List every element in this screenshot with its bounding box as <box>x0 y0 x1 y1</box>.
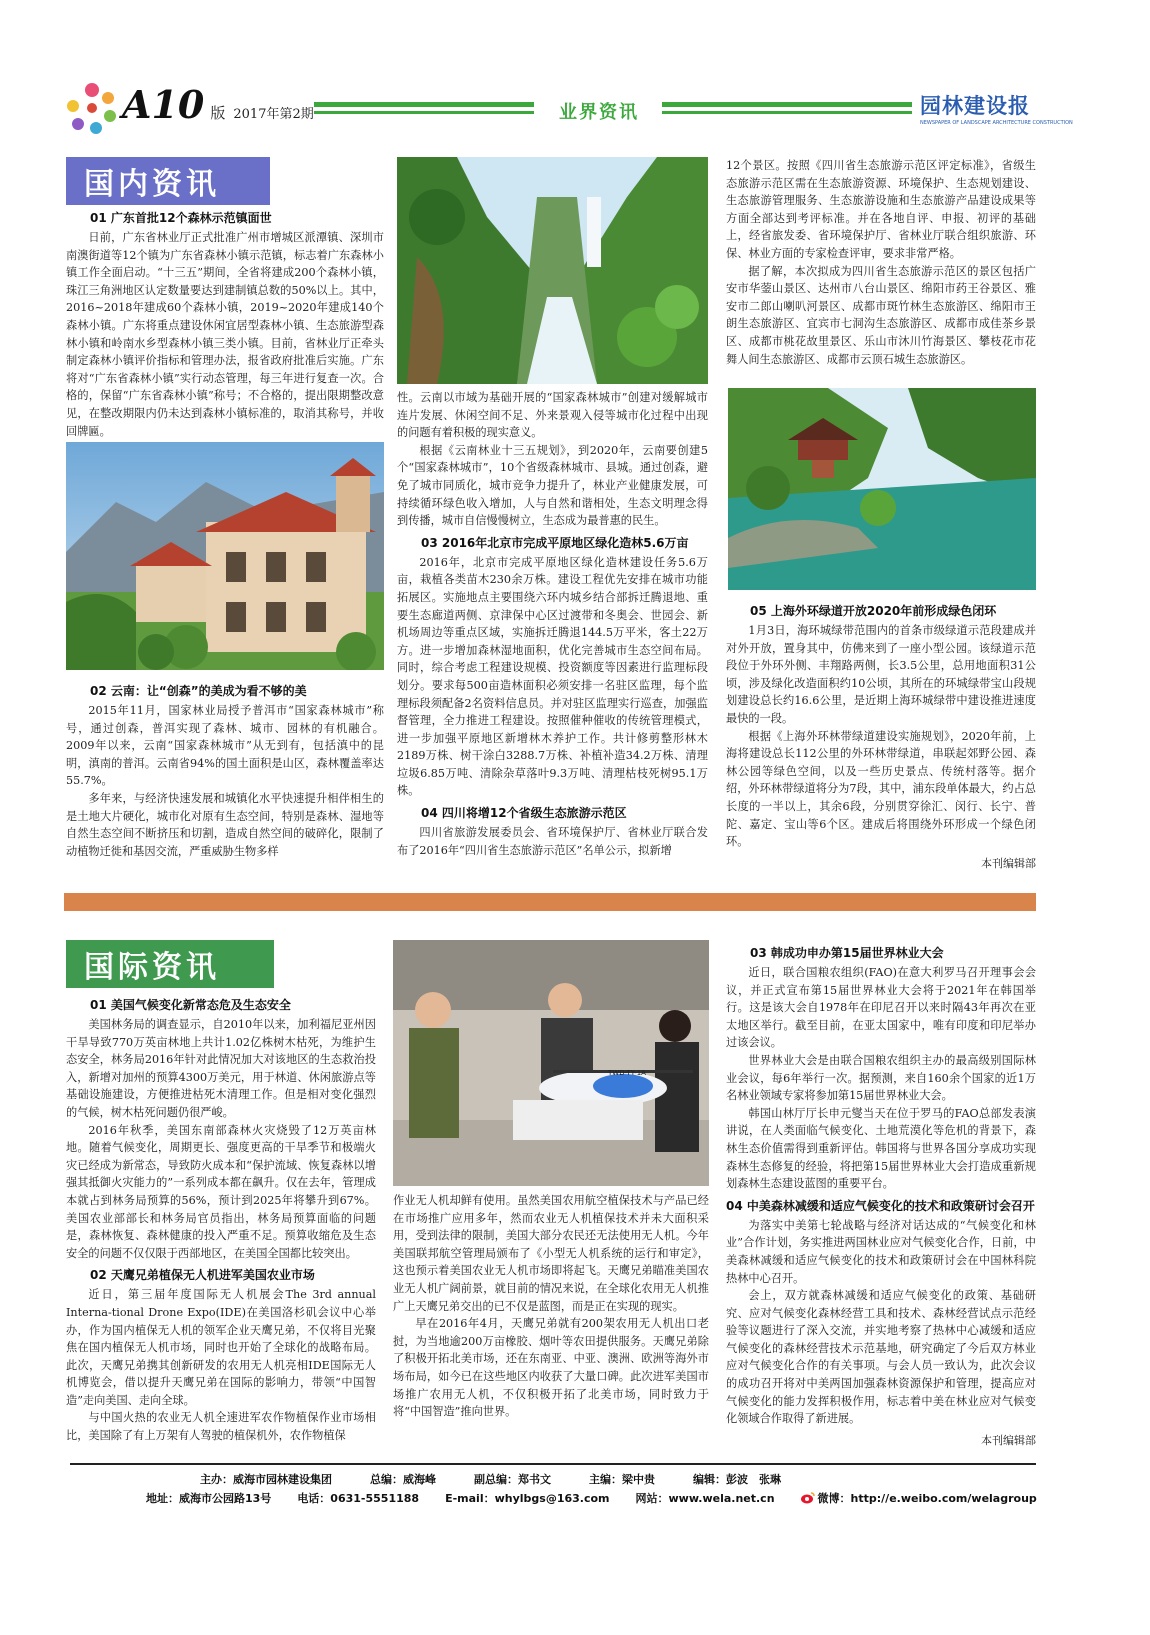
footer-executive: 主编：梁中贵 <box>589 1473 655 1486</box>
footer-website[interactable]: 网站：www.wela.net.cn <box>635 1492 775 1505</box>
article-heading: 02 天鹰兄弟植保无人机进军美国农业市场 <box>90 1268 315 1283</box>
byline: 本刊编辑部 <box>981 1433 1036 1447</box>
international-col-3 <box>726 940 1036 1448</box>
waterfall-photo <box>397 157 708 384</box>
drone-model-label: TWD-TY-1A <box>608 1069 646 1077</box>
paper-name: 园林建设报 <box>920 94 1030 118</box>
article-heading: 03 韩成功申办第15届世界林业大会 <box>750 946 944 960</box>
article-paragraph: 近日，第三届年度国际无人机展会The 3rd annual Interna-tional Drone Expo(IDE)在美国洛杉矶会议中心举办，作为国内植保无人机的领军企业天鹰兄弟，不仅将目光聚焦在国内植保无人机市场，同时也开始了全球化的战略布局。此次，天鹰兄弟携其创新研发的农用无人机亮相IDE国际无人机博览会，借以提升天鹰兄弟在国际的影响力，带领“中国智造”走向美国、走向全球。 <box>66 1288 376 1407</box>
page-number: A10 <box>122 82 205 127</box>
page-suffix: 版 <box>210 104 226 122</box>
lake-photo <box>728 388 1036 590</box>
article-paragraph: 与中国火热的农业无人机全速进军农作物植保作业市场相比，美国除了有上万架有人驾驶的植保机外，农作物植保 <box>66 1411 376 1443</box>
international-col-1 <box>66 992 376 1445</box>
footer-email[interactable]: E-mail：whylbgs@163.com <box>445 1492 610 1505</box>
domestic-col-3b <box>726 598 1036 871</box>
article-paragraph: 近日，联合国粮农组织(FAO)在意大利罗马召开理事会会议，并正式宣布第15届世界林业大会将于2021年在韩国举行。这是该大会自1978年在印尼召开以来时隔43年再次在亚太地区举行。截至目前，在亚太国家中，唯有印度和印尼举办过该会议。 <box>726 966 1036 1050</box>
footer-weibo[interactable]: 微博：http://e.weibo.com/welagroup <box>817 1492 1037 1505</box>
footer-rule <box>70 1463 1036 1465</box>
footer-editor-chief: 总编：威海峰 <box>370 1473 436 1486</box>
article-paragraph: 2015年11月，国家林业局授予普洱市“国家森林城市”称号，通过创森，普洱实现了森林、城市、园林的有机融合。2009年以来，云南“国家森林城市”从无到有，包括滇中的昆明，滇南的普洱。云南省94%的国土面积是山区，森林覆盖率达55.7%。 <box>66 704 384 788</box>
article-paragraph: 世界林业大会是由联合国粮农组织主办的最高级别国际林业会议，每6年举行一次。据预测，来自160余个国家的近1万名林业领域专家将参加第15届世界林业大会。 <box>726 1053 1036 1103</box>
article-heading: 01 广东首批12个森林示范镇面世 <box>90 211 272 225</box>
masthead <box>64 76 1086 136</box>
domestic-col-1b <box>66 678 384 860</box>
article-paragraph: 日前，广东省林业厅正式批准广州市增城区派潭镇、深圳市南澳街道等12个镇为广东省森林小镇示范镇，标志着广东森林小镇工作全面启动。“十三五”期间，全省将建成200个森林小镇，珠江三角洲地区认定数量要达到建制镇总数的50%以上。其中，2016~2018年建成60个森林小镇，2019~2020年建成140个森林小镇。广东将重点建设休闲宜居型森林小镇、生态旅游型森林小镇和岭南水乡型森林小镇三类小镇。目前，省林业厅正牵头制定森林小镇评价指标和管理办法，报省政府批准后实施。广东将对“广东省森林小镇”实行动态管理，每三年进行复查一次。合格的，保留“广东省森林小镇”称号；不合格的，提出限期整改意见，在整改期限内仍未达到森林小镇标准的，取消其称号，并收回牌匾。 <box>66 231 384 438</box>
article-heading: 05 上海外环绿道开放2020年前形成绿色闭环 <box>750 604 997 618</box>
article-paragraph: 12个景区。按照《四川省生态旅游示范区评定标准》，省级生态旅游示范区需在生态旅游资源、环境保护、生态规划建设、生态旅游管理服务、生态旅游设施和生态旅游产品建设成果等方面全部达到考评标准。并在各地自评、申报、初评的基础上，经省旅发委、省环境保护厅、省林业厅联合组织旅游、环保、林业方面的专家检查评审，要求非常严格。 <box>726 159 1036 260</box>
article-paragraph: 根据《上海外环林带绿道建设实施规划》，2020年前，上海将建设总长112公里的外环林带绿道，串联起郊野公园、森林公园等绿色空间，以及一些历史景点、传统村落等。据介绍，外环林带绿道将分为7段，其中，浦东段单体最大，约占总长度的一半以上，其余6段，分别贯穿徐汇、闵行、长宁、普陀、嘉定、宝山等6个区。建成后将围绕外环形成一个绿色闭环。 <box>726 729 1036 849</box>
section-divider <box>64 893 1036 911</box>
article-paragraph: 为落实中美第七轮战略与经济对话达成的“气候变化和林业”合作计划，务实推进两国林业应对气候变化合作，日前，中美森林减缓和适应气候变化的技术和政策研讨会在中国林科院热林中心召开。 <box>726 1218 1036 1285</box>
byline: 本刊编辑部 <box>981 856 1036 870</box>
article-paragraph: 会上，双方就森林减缓和适应气候变化的政策、基础研究、应对气候变化森林经营工具和技术、森林经营试点示范经验等议题进行了深入交流，并实地考察了热林中心减缓和适应气候变化的森林经营技术示范基地，研究确定了今后双方林业应对气候变化合作的有关事项。与会人员一致认为，此次会议的成功召开将对中美两国加强森林资源保护和管理，提高应对气候变化的能力发挥积极作用，标志着中美在林业应对气候变化领域合作取得了新进展。 <box>726 1289 1036 1426</box>
villa-photo <box>66 442 384 670</box>
article-heading: 03 2016年北京市完成平原地区绿化造林5.6万亩 <box>421 535 689 550</box>
domestic-col-3 <box>726 157 1036 368</box>
international-col-2 <box>393 1192 709 1421</box>
footer-sponsor: 主办：威海市园林建设集团 <box>200 1473 332 1486</box>
international-section-title: 国际资讯 <box>66 940 274 988</box>
article-paragraph: 1月3日，海环城绿带范围内的首条市级绿道示范段建成并对外开放，置身其中，仿佛来到了一座小型公园。该绿道示范段位于外环外侧、丰翔路两侧，长3.5公里，总用地面积31公顷，涉及绿化改造面积约10公顷，其所在的环城绿带宝山段规划建设总长约16.6公里，是近期上海环城绿带中建设推进速度最快的一段。 <box>726 624 1036 725</box>
footer-address: 地址：威海市公园路13号 <box>146 1492 272 1505</box>
article-paragraph: 四川省旅游发展委员会、省环境保护厅、省林业厅联合发布了2016年“四川省生态旅游示范区”名单公示，拟新增 <box>397 826 708 857</box>
domestic-col-1 <box>66 205 384 440</box>
article-paragraph: 作业无人机却鲜有使用。虽然美国农用航空植保技术与产品已经在市场推广应用多年，然而农业无人机植保技术并未大面积采用，受到法律的限制，美国大部分农民还无法使用无人机。今年美国联邦航空管理局颁布了《小型无人机系统的运行和审定》，这也预示着美国农业无人机市场即将起飞。天鹰兄弟瞄准美国农业无人机广阔前景，就目前的情况来说，在全球化农用无人机推广上天鹰兄弟交出的已不仅是蓝图，而是正在实现的现实。 <box>393 1194 709 1313</box>
flower-logo-icon <box>64 80 120 136</box>
article-heading: 04 四川将增12个省级生态旅游示范区 <box>421 806 627 821</box>
domestic-col-2 <box>397 389 708 859</box>
drone-photo <box>393 940 709 1186</box>
article-paragraph: 2016年秋季，美国东南部森林火灾烧毁了12万英亩林地。随着气候变化，周期更长、强度更高的干旱季节和极端火灾已经成为新常态，导致防火成本和“保护流域、恢复森林以增强其抵御火灾能力的”一系列成本都在飙升。仅在去年，管理成本就占到林务局预算的56%，预计到2025年将攀升到67%。美国农业部部长和林务局官员指出，林务局预算面临的问题是，森林恢复、森林健康的投入严重不足。预算收缩危及生态安全的问题不仅仅限于西部地区，在美国全国都比较突出。 <box>66 1123 376 1260</box>
section-label: 业界资讯 <box>559 102 639 123</box>
footer-phone: 电话：0631-5551188 <box>297 1492 420 1505</box>
domestic-section-title: 国内资讯 <box>66 157 270 205</box>
issue-label: 2017年第2期 <box>233 107 314 122</box>
article-paragraph: 韩国山林厅厅长申元燮当天在位于罗马的FAO总部发表演讲说，在人类面临气候变化、土地荒漠化等危机的背景下，森林生态价值需得到重新评估。韩国将与世界各国分享成功实现森林生态修复的经验，将把第15届世界林业大会打造成重新规划森林生态建设蓝图的重要平台。 <box>726 1106 1036 1191</box>
article-paragraph: 早在2016年4月，天鹰兄弟就有200架农用无人机出口老挝，为当地逾200万亩橡胶、烟叶等农田提供服务。天鹰兄弟除了积极开拓北美市场，还在东南亚、中亚、澳洲、欧洲等海外市场布局，如今已在这些地区内收获了大量口碑。此次进军美国市场推广农用无人机，不仅积极开拓了北美市场，同时致力于将“中国智造”推向世界。 <box>393 1317 709 1419</box>
footer-editors: 编辑：彭波 张琳 <box>693 1473 781 1486</box>
footer-contact <box>146 1490 1037 1506</box>
article-paragraph: 据了解，本次拟成为四川省生态旅游示范区的景区包括广安市华蓥山景区、达州市八台山景区、绵阳市药王谷景区、雅安市二郎山喇叭河景区、成都市斑竹林生态旅游区、绵阳市王朗生态旅游区、宜宾市七洞沟生态旅游区、成都市成佳茶乡景区、成都市桃花故里景区、乐山市沐川竹海景区、攀枝花市花舞人间生态旅游区、成都市云顶石城生态旅游区。 <box>726 264 1036 366</box>
article-heading: 04 中美森林减缓和适应气候变化的技术和政策研讨会召开 <box>726 1198 1035 1213</box>
article-paragraph: 根据《云南林业十三五规划》，到2020年，云南要创建5个“国家森林城市”，10个省级森林城市、县城。通过创森，避免了城市同质化，城市竞争力提升了，林业产业健康发展，可持续循环绿色收入增加，人与自然和谐相处，生态文明理念得到传播，城市自信慢慢树立，生态成为最普惠的民生。 <box>397 443 708 528</box>
article-heading: 01 美国气候变化新常态危及生态安全 <box>90 998 291 1012</box>
paper-name-en: NEWSPAPER OF LANDSCAPE ARCHITECTURE CONSTRUCTION <box>920 120 1073 126</box>
article-paragraph: 多年来，与经济快速发展和城镇化水平快速提升相伴相生的是土地大片硬化，城市化对原有生态空间，特别是森林、湿地等自然生态空间不断挤压和切割，造成自然空间的破碎化，限制了动植物迁徙和基因交流，严重威胁生物多样 <box>66 791 384 858</box>
footer-deputy: 副总编：郑书文 <box>474 1473 551 1486</box>
article-paragraph: 美国林务局的调查显示，自2010年以来，加利福尼亚州因干旱导致770万英亩林地上共计1.02亿株树木枯死，为维护生态安全，林务局2016年针对此情况加大对该地区的生态救治投入，新增对加州的预算4300万美元，用于林道、休闲旅游点等基础设施建设，方便推进枯死木清理工作。但是相对变化强烈的气候，树木枯死问题仍很严峻。 <box>66 1018 376 1119</box>
footer-staff <box>200 1471 781 1487</box>
article-paragraph: 2016年，北京市完成平原地区绿化造林建设任务5.6万亩，栽植各类苗木230余万株。建设工程优先安排在城市功能拓展区。实施地点主要围绕六环内城乡结合部拆迁腾退地、重要生态廊道两侧、京津保中心区过渡带和冬奥会、世园会、新机场周边等重点区域，实施拆迁腾退144.5万平米，客土22万方。进一步增加森林湿地面积，优化完善城市生态空间布局。同时，综合考虑工程建设规模、投资额度等因素进行监理标段划分。要求每500亩造林面积必须安排一名驻区监理，每个监理标段须配备2名资料信息员。并对驻区监理实行巡查，加强监督管理，全力推进工程建设。按照催种催收的传统管理模式，进一步加强平原地区新增林木养护工作。共计修剪整形林木2189万株、树干涂白3288.7万株、补植补造34.2万株、清理垃圾6.85万吨、清除杂草落叶9.3万吨、清理枯枝死树95.1万株。 <box>397 555 708 798</box>
article-paragraph: 性。云南以市域为基础开展的“国家森林城市”创建对缓解城市连片发展、休闲空间不足、外来景观入侵等城市化过程中出现的问题有着积极的现实意义。 <box>397 391 708 440</box>
article-heading: 02 云南：让“创森”的美成为看不够的美 <box>90 684 307 698</box>
weibo-icon <box>801 1492 815 1504</box>
